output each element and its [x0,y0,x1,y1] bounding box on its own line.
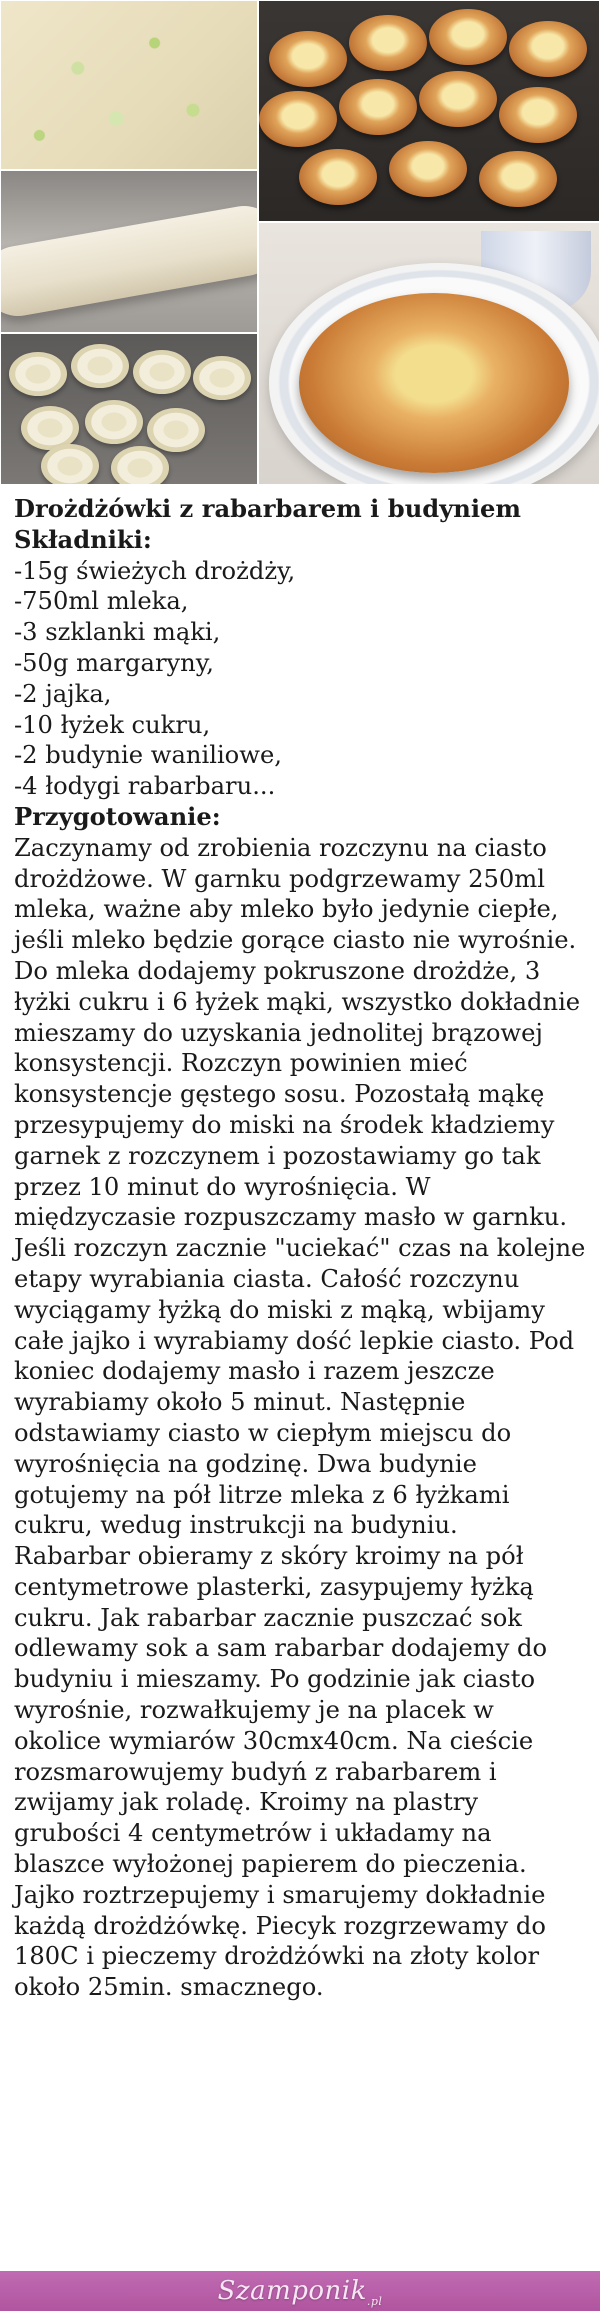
sliced-rolls-photo [0,333,258,485]
ingredient-item: -2 jajka, [14,679,112,708]
preparation-paragraph: Zaczynamy od zrobienia rozczynu na ciasto drożdżowe. W garnku podgrzewamy 250ml mleka, ważne aby mleko było jedynie ciepłe, jeśli mleko będzie gorące ciasto nie wyrośnie. Do mleka dodajemy pokruszone drożdże, 3 łyżki cukru i 6 łyżek mąki, wszystko dokładnie mieszamy do uzyskania jednolitej brązowej konsystencji. Rozczyn powinien mieć konsystencje gęstego sosu. Pozostałą mąkę przesypujemy do miski na środek kładziemy garnek z rozczynem i pozostawiamy go tak przez 10 minut do wyrośnięcia. W międzyczasie rozpuszczamy masło w garnku. [14,833,581,1232]
ingredients-list [14,556,588,802]
preparation-heading: Przygotowanie: [14,801,221,831]
ingredient-item: -10 łyżek cukru, [14,710,211,739]
bun-plate-photo [258,222,600,485]
photo-collage [0,0,600,485]
ingredient-item: -50g margaryny, [14,648,214,677]
dough-sheet-photo [0,0,258,170]
recipe-title: Drożdżówki z rabarbarem i budyniem [14,494,522,523]
site-logo[interactable] [0,2276,600,2308]
ingredient-item: -2 budynie waniliowe, [14,741,282,770]
ingredient-item: -15g świeżych drożdży, [14,556,296,585]
rolled-dough-photo [0,170,258,333]
ingredients-heading: Składniki: [14,524,152,554]
ingredient-item: -4 łodygi rabarbaru... [14,772,276,801]
baked-buns-photo [258,0,600,222]
site-logo-name: Szamponik [217,2276,367,2306]
ingredient-item: -750ml mleka, [14,587,189,616]
preparation-paragraph: Jeśli rozczyn zacznie "uciekać" czas na kolejne etapy wyrabiania ciasta. Całość rozczynu wyciągamy łyżką do miski z mąką, wbijamy całe jajko i wyrabiamy dość lepkie ciasto. Pod koniec dodajemy masło i razem jeszcze wyrabiamy około 5 minut. Następnie odstawiamy ciasto w ciepłym miejscu do wyrośnięcia na godzinę. Dwa budynie gotujemy na pół litrze mleka z 6 łyżkami cukru, wedug instrukcji na budyniu. [14,1234,586,1540]
preparation-paragraph: Rabarbar obieramy z skóry kroimy na pół centymetrowe plasterki, zasypujemy łyżką cukru. Jak rabarbar zacznie puszczać sok odlewamy sok a sam rabarbar dodajemy do budyniu i mieszamy. Po godzinie jak ciasto wyrośnie, rozwałkujemy je na placek w okolice wymiarów 30cmx40cm. Na cieście rozsmarowujemy budyń z rabarbarem i zwijamy jak roladę. Kroimy na plastry grubości 4 centymetrów i układamy na blaszce wyłożonej papierem do pieczenia. Jajko roztrzepujemy i smarujemy dokładnie każdą drożdżówkę. Piecyk rozgrzewamy do 180C i pieczemy drożdżówki na złoty kolor około 25min. smacznego. [14,1542,548,2002]
site-logo-suffix: .pl [366,2295,383,2309]
recipe-text [14,494,588,2003]
site-footer-banner [0,2271,600,2311]
ingredient-item: -3 szklanki mąki, [14,618,221,647]
